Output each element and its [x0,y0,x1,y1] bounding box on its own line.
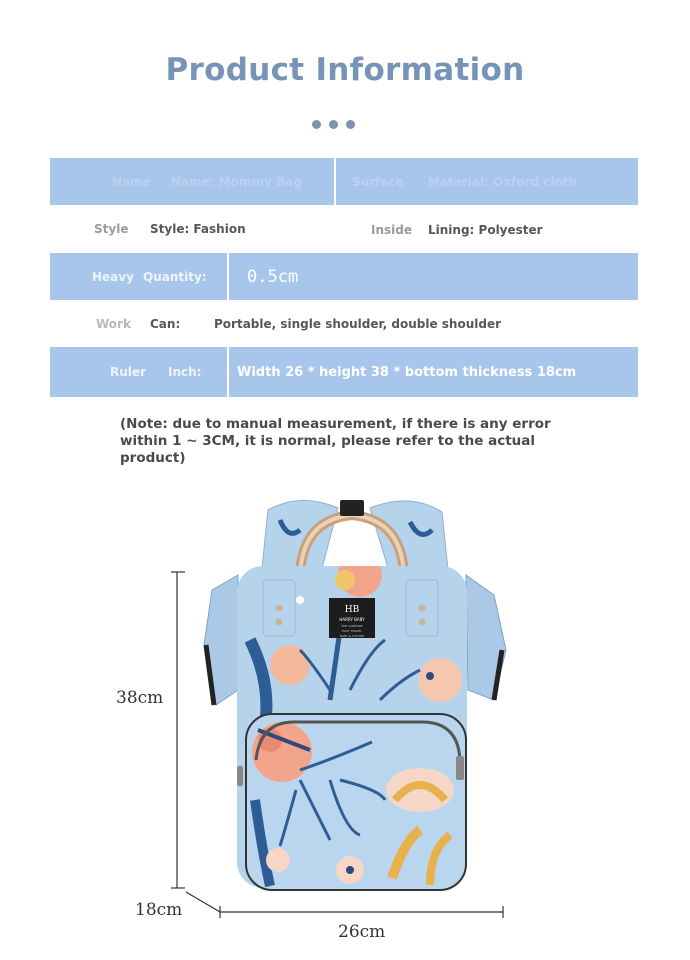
height-label: 38cm [116,688,164,708]
label-ruler: Ruler [110,365,146,379]
value-quantity: 0.5cm [247,266,299,287]
label-can: Can: [150,316,181,331]
label-style: Style [94,221,129,236]
value-inside: Lining: Polyester [428,222,543,237]
label-inch: Inch: [168,365,202,379]
brand-tagline-3: BABY & FUTURE [339,634,365,638]
brand-tagline-1: TOP COMFORT [341,624,363,628]
svg-text:HB: HB [344,605,360,615]
width-label: 26cm [338,922,386,942]
depth-label: 18cm [135,900,183,920]
label-surface: Surface [352,174,404,189]
brand-tagline-2: EASY TRAVEL [342,629,362,633]
measurement-note: (Note: due to manual measurement, if there is any error within 1 ~ 3CM, it is normal, please refer to the actual product) [120,416,551,466]
label-heavy: Heavy [92,269,134,284]
label-quantity: Quantity: [143,269,207,284]
label-inside: Inside [371,222,412,237]
value-can: Portable, single shoulder, double shoulder [214,316,502,331]
value-name: Name: Mommy Bag [171,174,302,189]
value-style: Style: Fashion [150,221,246,236]
page-title: Product Information [165,52,525,88]
label-name: Name [112,174,151,189]
brand-name: HARRY BABY [339,617,365,622]
value-surface: Material: Oxford cloth [428,174,577,189]
right-wing [466,575,506,700]
value-ruler: Width 26 * height 38 * bottom thickness 18cm [237,364,577,380]
label-work: Work [96,316,131,331]
right-strap [370,501,448,570]
